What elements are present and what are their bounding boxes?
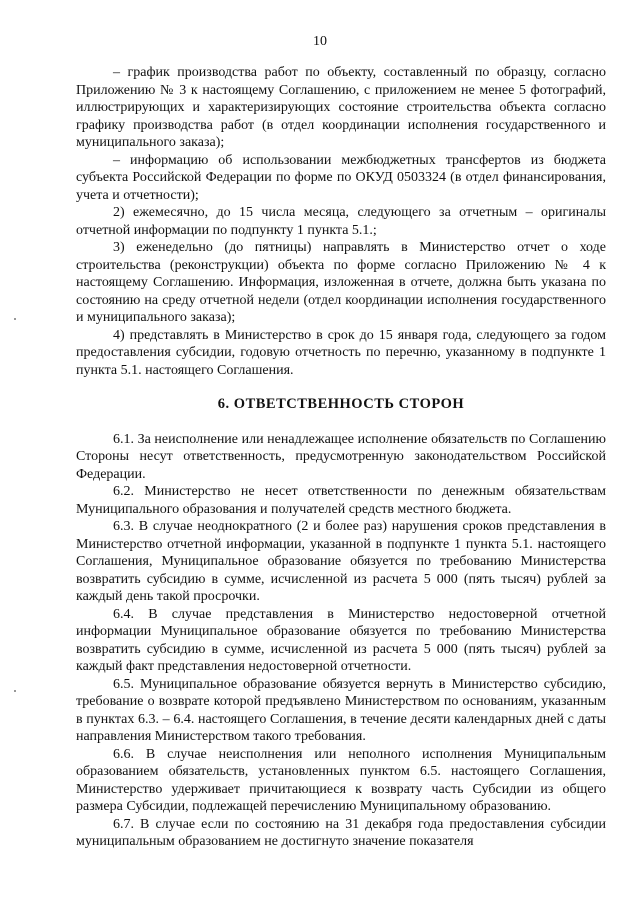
paragraph: 6.7. В случае если по состоянию на 31 декабря года предоставления субсидии муниципальным образованием не достигнуто значение показателя: [76, 816, 606, 849]
paragraph: 4) представлять в Министерство в срок до 15 января года, следующего за годом предоставления субсидии, годовую отчетность по перечню, указанному в подпункте 1 пункта 5.1. настоящего Соглашения.: [76, 327, 606, 378]
responsibility-section: [76, 431, 606, 851]
section-heading: 6. ОТВЕТСТВЕННОСТЬ СТОРОН: [217, 396, 465, 412]
document-body: [76, 64, 606, 851]
paragraph: – график производства работ по объекту, составленный по образцу, согласно Приложению № 3 к настоящему Соглашению, с приложением не менее 5 фотографий, иллюстрирующих и характеризирующих состояние строительства объекта согласно графику производства работ (в отдел координации исполнения государственного и муниципального заказа);: [76, 65, 606, 150]
paragraph: 3) еженедельно (до пятницы) направлять в Министерство отчет о ходе строительства (реконструкции) объекта по форме согласно Приложению № 4 к настоящему Соглашению. Информация, изложенная в отчете, должна быть указана по состоянию на среду отчетной недели (отдел координации исполнения государственного и муниципального заказа);: [76, 240, 606, 325]
reporting-list: [76, 64, 606, 379]
paragraph: 6.2. Министерство не несет ответственности по денежным обязательствам Муниципального образования и получателей средств местного бюджета.: [76, 484, 606, 517]
paragraph: – информацию об использовании межбюджетных трансфертов из бюджета субъекта Российской Федерации по форме по ОКУД 0503324 (в отдел финансирования, учета и отчетности);: [76, 152, 606, 203]
paragraph: 2) ежемесячно, до 15 числа месяца, следующего за отчетным – оригиналы отчетной информации по подпункту 1 пункта 5.1.;: [76, 205, 606, 238]
page-number: 10: [313, 34, 327, 49]
paragraph: 6.4. В случае представления в Министерство недостоверной отчетной информации Муниципальное образование обязуется по требованию Министерства возвратить субсидию в сумме, исчисленной из расчета 5 000 (пять тысяч) рублей за каждый факт представления недостоверной отчетности.: [76, 606, 606, 674]
paragraph: 6.1. За неисполнение или ненадлежащее исполнение обязательств по Соглашению Стороны несут ответственность, предусмотренную законодательством Российской Федерации.: [76, 431, 606, 482]
scan-speck: [14, 318, 16, 320]
paragraph: 6.3. В случае неоднократного (2 и более раз) нарушения сроков представления в Министерство отчетной информации, указанной в подпункте 1 пункта 5.1. настоящего Соглашения, Муниципальное образование обязуется по требованию Министерства возвратить субсидию в сумме, исчисленной из расчета 5 000 (пять тысяч) рублей за каждый день такой просрочки.: [76, 519, 606, 604]
paragraph: 6.6. В случае неисполнения или неполного исполнения Муниципальным образованием обязательств, установленных пунктом 6.5. настоящего Соглашения, Министерство удерживает причитающиеся к возврату часть Субсидии из общего размера Субсидии, подлежащей перечислению Муниципальному образованию.: [76, 746, 606, 814]
paragraph: 6.5. Муниципальное образование обязуется вернуть в Министерство субсидию, требование о возврате которой предъявлено Министерством по основаниям, указанным в пунктах 6.3. – 6.4. настоящего Соглашения, в течение десяти календарных дней с даты направления Министерством такого требования.: [76, 676, 606, 744]
scan-speck: [14, 690, 16, 692]
